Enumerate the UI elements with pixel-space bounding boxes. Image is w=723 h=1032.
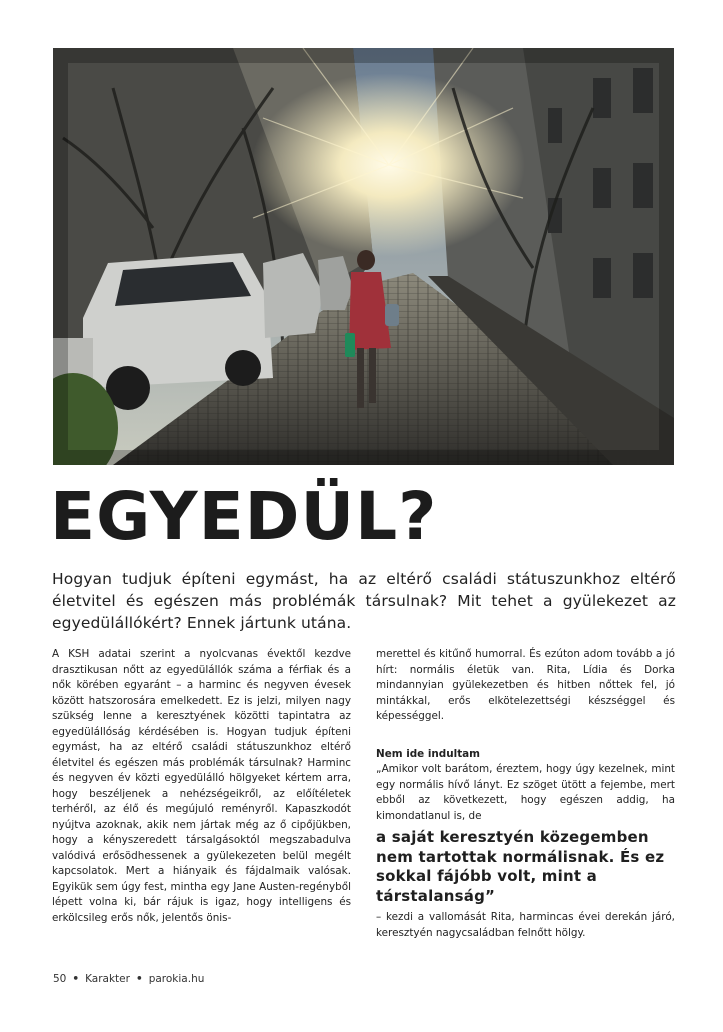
website-link[interactable]: parokia.hu — [148, 973, 205, 985]
pull-quote: a saját keresztyén közegemben nem tartottak normálisnak. És ez sokkal fájóbb volt, mint a társtalanság” — [376, 828, 665, 905]
magazine-name: Karakter — [85, 973, 130, 985]
page-number: 50 — [53, 973, 67, 985]
article-lead: Hogyan tudjuk építeni egymást, ha az eltérő családi státuszunkhoz eltérő életvitel és egészen más problémák társulnak? Mit tehet a gyülekezet az egyedülállókért? Ennek jártunk utána. — [52, 570, 676, 632]
page-footer — [53, 973, 204, 985]
separator-dot: • — [135, 973, 143, 985]
separator-dot: • — [72, 973, 80, 985]
article-headline: EGYEDÜL? — [50, 478, 438, 555]
body-paragraph: merettel és kitűnő humorral. És ezúton adom tovább a jó hírt: normális életük van. Rita, Lídia és Dorka mindannyian gyülekezetben és hitben nőttek fel, jó mintákkal, erős elkötelezettségi készséggel és képességgel. — [376, 648, 675, 722]
street-scene-illustration — [53, 48, 674, 465]
article-column-right — [376, 647, 675, 941]
quote-intro: „Amikor volt barátom, éreztem, hogy úgy kezelnek, mint egy normális hívő lányt. Ez szöget ütött a fejembe, mert ebből az következett, hogy egészen addig, ha kimondatlanul is, de — [376, 763, 675, 822]
article-column-left — [52, 647, 351, 926]
quote-outro: – kezdi a vallomását Rita, harmincas évei derekán járó, keresztyén nagycsaládban felnőtt hölgy. — [376, 911, 675, 939]
section-subheading: Nem ide indultam — [376, 747, 481, 760]
article-photo — [53, 48, 674, 465]
body-paragraph: A KSH adatai szerint a nyolcvanas évektől kezdve drasztikusan nőtt az egyedülállók száma a férfiak és a nők körében egyaránt – a harminc és negyven évesek között hatszorosára emelkedett. Ez is jelzi, milyen nagy szükség lenne a keresztyének közötti tapintatra az egyedülállóság kérdésében is. Hogyan tudjuk építeni egymást, ha az eltérő családi státuszunkhoz eltérő életvitel és egészen más problémák társulnak? Harminc és negyven év közti egyedülálló hölgyeket kértem arra, hogy beszéljenek a nehézségeikről, az előítéletek terhéről, az élő és megújuló reményről. Kapaszkodót nyújtva azoknak, akik nem jártak még az ő cipőjükben, hogy a kényszeredett társalgásoktól megszabadulva valódivá erősödhessenek a gyülekezeten belül megélt kapcsolatok. Mert a hiányaik és fájdalmaik valósak. Egyikük sem úgy fest, mintha egy Jane Austen-regényből lépett volna ki, bár rájuk is igaz, hogy intelligens és erkölcsileg erős nők, jelentős önis- — [52, 648, 351, 924]
